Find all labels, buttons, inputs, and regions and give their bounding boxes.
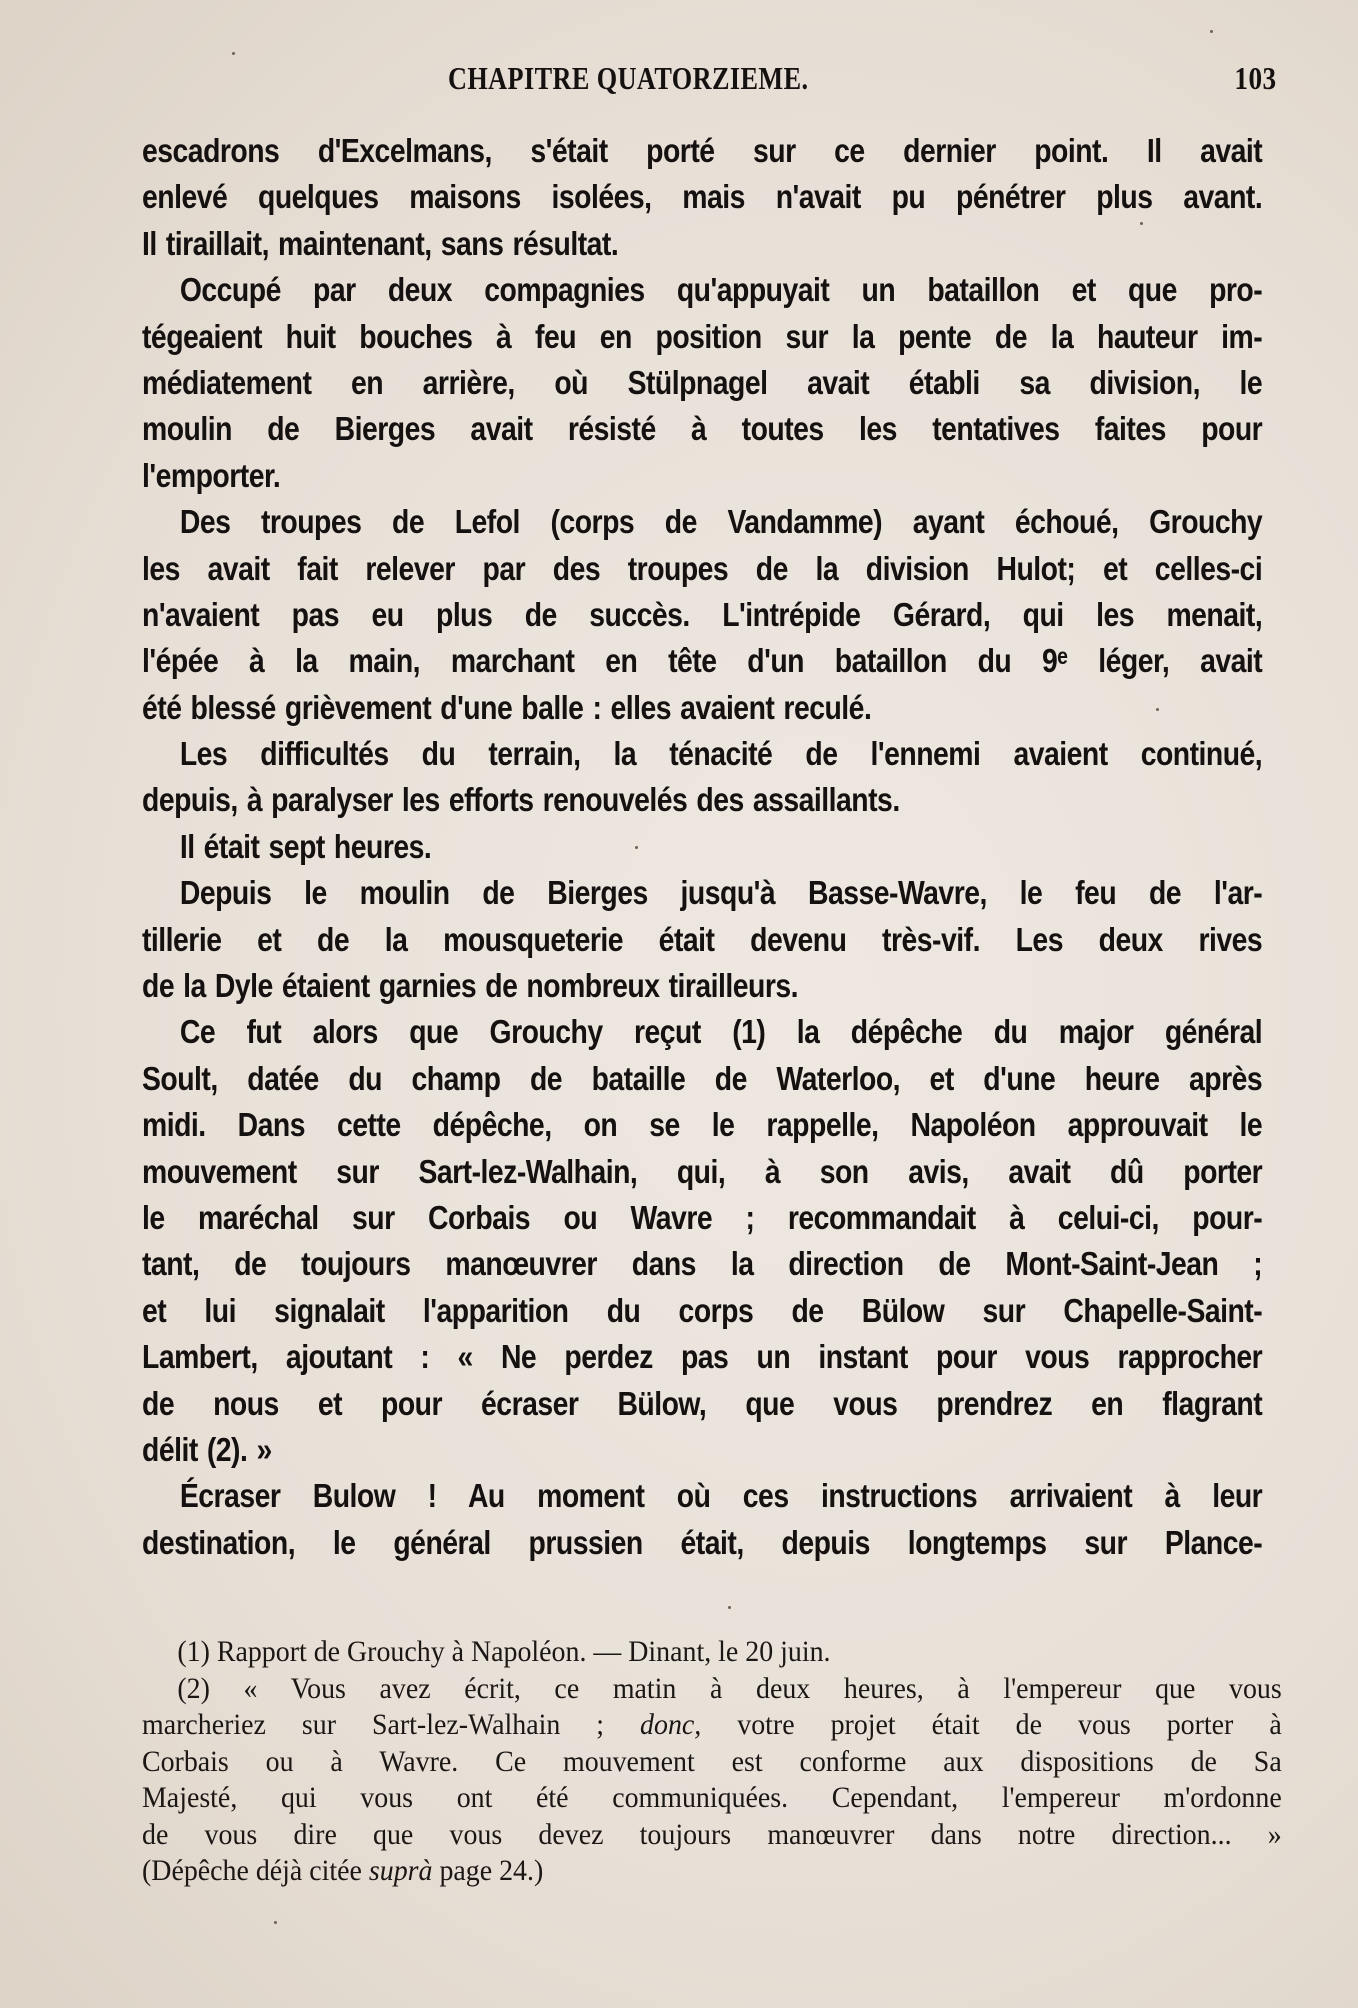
footnote-line bbox=[142, 1780, 1282, 1817]
footnote-text: page 24.) bbox=[432, 1854, 544, 1887]
footnote-text: votre projet était de vous porter à bbox=[701, 1708, 1282, 1741]
text-line: le maréchal sur Corbais ou Wavre ; recommandait à celui-ci, pour- bbox=[142, 1198, 1263, 1236]
paper-speck bbox=[728, 1606, 731, 1609]
paper-speck bbox=[1156, 708, 1159, 711]
text-line: Ce fut alors que Grouchy reçut (1) la dépêche du major général bbox=[179, 1013, 1263, 1051]
text-line: l'emporter. bbox=[142, 456, 281, 494]
footnote-line bbox=[142, 1671, 1282, 1708]
text-line: Depuis le moulin de Bierges jusqu'à Basse-Wavre, le feu de l'ar- bbox=[179, 874, 1263, 912]
text-line: de nous et pour écraser Bülow, que vous prendrez en flagrant bbox=[142, 1384, 1263, 1422]
body-text bbox=[142, 128, 1262, 1566]
footnote-line bbox=[142, 1744, 1282, 1781]
text-line: Il était sept heures. bbox=[179, 827, 432, 865]
paper-speck bbox=[274, 1921, 277, 1924]
paper-speck bbox=[1140, 222, 1143, 225]
text-line: depuis, à paralyser les efforts renouvelés des assaillants. bbox=[142, 781, 900, 819]
page-number: 103 bbox=[1233, 60, 1276, 96]
text-line: moulin de Bierges avait résisté à toutes les tentatives faites pour bbox=[142, 410, 1263, 448]
text-line: enlevé quelques maisons isolées, mais n'avait pu pénétrer plus avant. bbox=[142, 178, 1263, 216]
footnote-text: Corbais ou à Wavre. Ce mouvement est conforme aux dispositions de Sa bbox=[142, 1744, 1282, 1778]
text-line: Écraser Bulow ! Au moment où ces instructions arrivaient à leur bbox=[179, 1477, 1263, 1515]
footnotes bbox=[142, 1634, 1282, 1890]
text-line: Les difficultés du terrain, la ténacité de l'ennemi avaient continué, bbox=[179, 735, 1263, 773]
text-line: escadrons d'Excelmans, s'était porté sur ce dernier point. Il avait bbox=[142, 132, 1263, 169]
text-line: tillerie et de la mousqueterie était devenu très-vif. Les deux rives bbox=[142, 920, 1263, 958]
text-line: et lui signalait l'apparition du corps de Bülow sur Chapelle-Saint- bbox=[142, 1291, 1263, 1329]
paper-speck bbox=[232, 52, 235, 55]
text-line: les avait fait relever par des troupes de la division Hulot; et celles-ci bbox=[142, 549, 1263, 587]
italic-text: suprà bbox=[368, 1854, 433, 1887]
footnote-text: (2) « Vous avez écrit, ce matin à deux heures, à l'empereur que vous bbox=[177, 1671, 1282, 1705]
text-line: été blessé grièvement d'une balle : elles avaient reculé. bbox=[142, 688, 872, 726]
book-page bbox=[142, 58, 1282, 1887]
italic-text: donc, bbox=[640, 1708, 702, 1741]
footnote-text: Majesté, qui vous ont été communiquées. Cependant, l'empereur m'ordonne bbox=[142, 1781, 1282, 1814]
footnote-line bbox=[142, 1707, 1282, 1744]
text-line: mouvement sur Sart-lez-Walhain, qui, à son avis, avait dû porter bbox=[142, 1152, 1263, 1190]
footnote-line bbox=[142, 1634, 1282, 1671]
footnote-line bbox=[142, 1853, 1282, 1890]
running-head bbox=[142, 58, 1276, 104]
text-line: délit (2). » bbox=[142, 1430, 272, 1468]
text-line: Il tiraillait, maintenant, sans résultat. bbox=[142, 224, 619, 262]
footnote-text: marcheriez sur Sart-lez-Walhain ; bbox=[142, 1708, 641, 1741]
text-line: tant, de toujours manœuvrer dans la direction de Mont-Saint-Jean ; bbox=[142, 1245, 1263, 1283]
chapter-title: CHAPITRE QUATORZIEME. bbox=[448, 60, 809, 96]
text-line: l'épée à la main, marchant en tête d'un bataillon du 9ᵉ léger, avait bbox=[142, 642, 1263, 680]
text-line: tégeaient huit bouches à feu en position sur la pente de la hauteur im- bbox=[142, 317, 1263, 355]
text-line: n'avaient pas eu plus de succès. L'intrépide Gérard, qui les menait, bbox=[142, 595, 1263, 633]
footnote-text: (Dépêche déjà citée bbox=[142, 1854, 369, 1887]
footnote-line bbox=[142, 1817, 1282, 1854]
text-line: Lambert, ajoutant : « Ne perdez pas un instant pour vous rapprocher bbox=[142, 1338, 1263, 1376]
text-line: Soult, datée du champ de bataille de Waterloo, et d'une heure après bbox=[142, 1059, 1263, 1097]
paper-speck bbox=[1210, 30, 1213, 33]
text-line: Des troupes de Lefol (corps de Vandamme) ayant échoué, Grouchy bbox=[179, 503, 1263, 541]
text-line: destination, le général prussien était, depuis longtemps sur Plance- bbox=[142, 1523, 1263, 1561]
text-line: Occupé par deux compagnies qu'appuyait un bataillon et que pro- bbox=[179, 271, 1263, 309]
text-line: médiatement en arrière, où Stülpnagel avait établi sa division, le bbox=[142, 363, 1263, 401]
footnote-text: de vous dire que vous devez toujours manœuvrer dans notre direction... » bbox=[142, 1817, 1282, 1851]
paper-speck bbox=[635, 846, 638, 849]
text-line: de la Dyle étaient garnies de nombreux tirailleurs. bbox=[142, 967, 799, 1005]
footnote-text: (1) Rapport de Grouchy à Napoléon. — Dinant, le 20 juin. bbox=[177, 1635, 831, 1668]
text-line: midi. Dans cette dépêche, on se le rappelle, Napoléon approuvait le bbox=[142, 1106, 1263, 1144]
